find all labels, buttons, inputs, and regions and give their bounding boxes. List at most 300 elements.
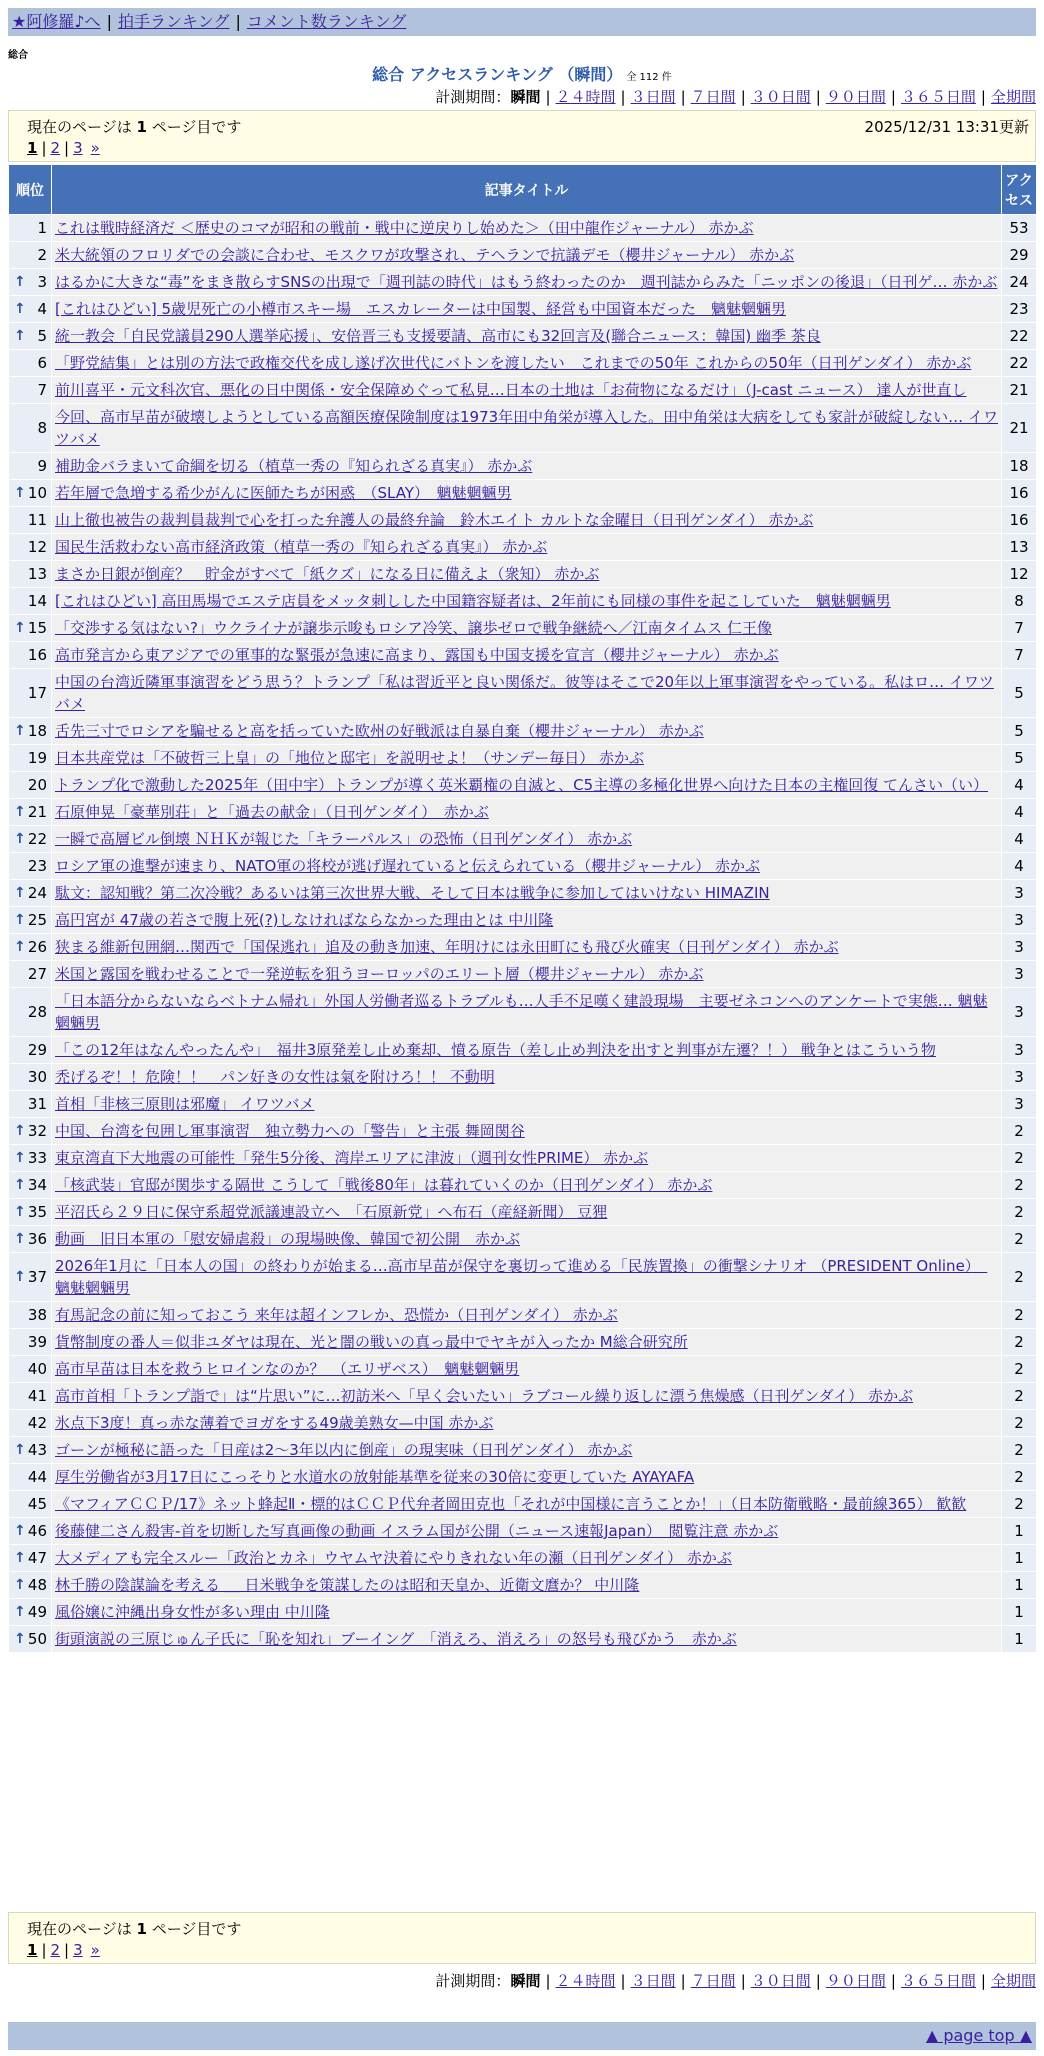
title-cell: [52, 350, 1002, 377]
article-link[interactable]: 街頭演説の三原じゅん子氏に「恥を知れ」ブーイング 「消えろ、消えろ」の怒号も飛びかう 赤かぶ: [55, 1630, 737, 1648]
access-count: 2: [1002, 1172, 1037, 1199]
title-cell: [52, 718, 1002, 745]
title-cell: [52, 480, 1002, 507]
access-count: 53: [1002, 215, 1037, 242]
title-cell: [52, 799, 1002, 826]
period-option-link[interactable]: ２４時間: [555, 88, 616, 106]
table-row: [9, 480, 1037, 507]
up-arrow-icon: ↑: [14, 620, 26, 636]
access-count: 12: [1002, 561, 1037, 588]
table-row: [9, 350, 1037, 377]
rank-number: 49: [27, 1603, 47, 1621]
rank-number: 37: [27, 1268, 47, 1286]
access-count: 16: [1002, 480, 1037, 507]
period-separator: |: [980, 88, 986, 106]
title-cell: [52, 1599, 1002, 1626]
access-count: 5: [1002, 669, 1037, 718]
title-cell: [52, 615, 1002, 642]
rank-cell: [9, 561, 52, 588]
up-arrow-icon: ↑: [14, 328, 26, 344]
article-link[interactable]: 「この12年はなんやったんや」 福井3原発差し止め棄却、憤る原告（差し止め判決を出すと判事が左遷？！） 戦争とはこういう物: [55, 1041, 936, 1059]
article-link[interactable]: 一瞬で高層ビル倒壊 ＮＨＫが報じた「キラーパルス」の恐怖（日刊ゲンダイ） 赤かぶ: [55, 830, 633, 848]
title-cell: [52, 1518, 1002, 1545]
ranking-table: [8, 164, 1037, 1653]
table-row: [9, 1356, 1037, 1383]
access-count: 4: [1002, 826, 1037, 853]
period-separator: |: [890, 88, 896, 106]
table-row: [9, 242, 1037, 269]
up-arrow-icon: ↑: [14, 1577, 26, 1593]
access-count: 3: [1002, 934, 1037, 961]
title-cell: [52, 1199, 1002, 1226]
nav-separator: |: [235, 12, 241, 31]
rank-number: 15: [27, 619, 47, 637]
rank-cell: [9, 826, 52, 853]
table-row: [9, 934, 1037, 961]
rank-number: 36: [27, 1230, 47, 1248]
table-row: [9, 1064, 1037, 1091]
article-link[interactable]: [これはひどい] 高田馬場でエステ店員をメッタ刺しした中国籍容疑者は、2年前にも同様の事件を起こしていた 魑魅魍魎男: [55, 592, 891, 610]
period-separator: |: [680, 1972, 686, 1990]
period-current: 瞬間: [510, 1972, 541, 1990]
rank-cell: [9, 534, 52, 561]
article-link[interactable]: 禿げるぞ！！危険！！ パン好きの女性は氣を附けろ！！ 不動明: [55, 1068, 495, 1086]
period-label: 計測期間：: [435, 88, 511, 106]
period-label: 計測期間：: [435, 1972, 511, 1990]
period-option-link[interactable]: 全期間: [990, 88, 1036, 106]
article-link[interactable]: 中国、台湾を包囲し軍事演習 独立勢力への「警告」と主張 舞岡関谷: [55, 1122, 525, 1140]
table-row: [9, 404, 1037, 453]
rank-number: 6: [37, 354, 47, 372]
up-arrow-icon: ↑: [14, 1150, 26, 1166]
title-cell: [52, 1091, 1002, 1118]
table-row: [9, 1037, 1037, 1064]
home-link[interactable]: ★阿修羅♪へ: [12, 12, 101, 31]
rank-cell: [9, 772, 52, 799]
rank-number: 32: [27, 1122, 47, 1140]
table-row: [9, 1253, 1037, 1302]
article-link[interactable]: 2026年1月に「日本人の国」の終わりが始まる…高市早苗が保守を裏切って進める「民族置換」の衝撃シナリオ （PRESIDENT Online） 魑魅魍魎男: [55, 1257, 988, 1297]
table-row: [9, 1118, 1037, 1145]
period-option-link[interactable]: 全期間: [990, 1972, 1036, 1990]
table-row: [9, 615, 1037, 642]
period-option-link[interactable]: ３６５日間: [900, 88, 976, 106]
article-link[interactable]: 山上徹也被告の裁判員裁判で心を打った弁護人の最終弁論 鈴木エイト カルトな金曜日（日刊ゲンダイ） 赤かぶ: [55, 511, 814, 529]
period-option-link[interactable]: ３日間: [630, 88, 676, 106]
article-link[interactable]: 有馬記念の前に知っておこう 来年は超インフレか、恐慌か（日刊ゲンダイ） 赤かぶ: [55, 1306, 618, 1324]
pager-next-link[interactable]: »: [90, 1941, 100, 1959]
title-cell: [52, 1383, 1002, 1410]
period-option-link[interactable]: ７日間: [690, 88, 736, 106]
rank-number: 4: [37, 300, 47, 318]
page-title: [0, 62, 1044, 85]
access-count: 8: [1002, 588, 1037, 615]
rank-cell: [9, 934, 52, 961]
comment-ranking-link[interactable]: コメント数ランキング: [246, 12, 407, 31]
period-separator: |: [740, 88, 746, 106]
period-option-link[interactable]: ３０日間: [750, 88, 811, 106]
up-arrow-icon: ↑: [14, 1177, 26, 1193]
period-separator: |: [890, 1972, 896, 1990]
rank-cell: [9, 242, 52, 269]
rank-number: 47: [27, 1549, 47, 1567]
pagination-bottom: [27, 1941, 100, 1959]
pager-page-link[interactable]: 2: [50, 139, 61, 157]
table-row: [9, 799, 1037, 826]
pager-next-link[interactable]: »: [90, 139, 100, 157]
title-cell: [52, 853, 1002, 880]
table-row: [9, 853, 1037, 880]
access-count: 7: [1002, 615, 1037, 642]
period-selector-top: [435, 86, 1036, 107]
rank-number: 17: [27, 684, 47, 702]
access-count: 3: [1002, 1064, 1037, 1091]
article-link[interactable]: 貨幣制度の番人＝似非ユダヤは現在、光と闇の戦いの真っ最中でヤキが入ったか M総合研究所: [55, 1333, 688, 1351]
up-arrow-icon: ↑: [14, 1442, 26, 1458]
pager-separator: |: [41, 1941, 47, 1959]
up-arrow-icon: ↑: [14, 804, 26, 820]
period-separator: |: [545, 1972, 551, 1990]
page-status-top: [8, 110, 1036, 162]
rank-number: 43: [27, 1441, 47, 1459]
period-option-link[interactable]: ９０日間: [825, 88, 886, 106]
article-link[interactable]: 狭まる維新包囲網…関西で「国保逃れ」追及の動き加速、年明けには永田町にも飛び火確実（日刊ゲンダイ） 赤かぶ: [55, 938, 839, 956]
rank-number: 34: [27, 1176, 47, 1194]
rank-cell: [9, 1572, 52, 1599]
nav-separator: |: [106, 12, 112, 31]
article-link[interactable]: 高円宮が 47歳の若さで腹上死(?)しなければならなかった理由とは 中川隆: [55, 911, 554, 929]
period-separator: |: [620, 88, 626, 106]
access-count: 3: [1002, 1037, 1037, 1064]
rank-cell: [9, 1329, 52, 1356]
article-link[interactable]: ロシア軍の進撃が速まり、NATO軍の将校が逃げ遅れていると伝えられている（櫻井ジャーナル） 赤かぶ: [55, 857, 761, 875]
rank-number: 50: [27, 1630, 47, 1648]
article-link[interactable]: まさか日銀が倒産？ 貯金がすべて「紙クズ」になる日に備えよ（衆知） 赤かぶ: [55, 565, 600, 583]
rank-cell: [9, 907, 52, 934]
rank-cell: [9, 1356, 52, 1383]
access-count: 1: [1002, 1626, 1037, 1653]
period-separator: |: [680, 88, 686, 106]
up-arrow-icon: ↑: [14, 885, 26, 901]
rank-cell: [9, 1064, 52, 1091]
rank-cell: [9, 453, 52, 480]
title-cell: [52, 1037, 1002, 1064]
period-separator: |: [545, 88, 551, 106]
table-row: [9, 1572, 1037, 1599]
rank-cell: [9, 961, 52, 988]
article-link[interactable]: 高市早苗は日本を救うヒロインなのか？ （エリザベス） 魑魅魍魎男: [55, 1360, 520, 1378]
rank-cell: [9, 1599, 52, 1626]
footer-bar: [8, 2022, 1036, 2050]
period-separator: |: [815, 1972, 821, 1990]
rank-number: 16: [27, 646, 47, 664]
rank-number: 24: [27, 884, 47, 902]
rank-number: 21: [27, 803, 47, 821]
pager-separator: |: [64, 1941, 70, 1959]
title-cell: [52, 242, 1002, 269]
period-separator: |: [815, 88, 821, 106]
access-count: 3: [1002, 1091, 1037, 1118]
access-count: 1: [1002, 1572, 1037, 1599]
article-link[interactable]: 日本共産党は「不破哲三上皇」の「地位と邸宅」を説明せよ！（サンデー毎日） 赤かぶ: [55, 749, 645, 767]
article-link[interactable]: 風俗嬢に沖縄出身女性が多い理由 中川隆: [55, 1603, 330, 1621]
article-link[interactable]: 「交渉する気はない?」ウクライナが譲歩示唆もロシア冷笑、譲歩ゼロで戦争継続へ／江南タイムス 仁王像: [55, 619, 772, 637]
title-cell: [52, 1545, 1002, 1572]
access-count: 3: [1002, 907, 1037, 934]
article-link[interactable]: これは戦時経済だ ＜歴史のコマが昭和の戦前・戦中に逆戻りし始めた＞（田中龍作ジャーナル） 赤かぶ: [55, 219, 754, 237]
access-count: 22: [1002, 350, 1037, 377]
rank-cell: [9, 880, 52, 907]
article-link[interactable]: 補助金バラまいて命綱を切る（植草一秀の『知られざる真実』） 赤かぶ: [55, 457, 533, 475]
table-row: [9, 880, 1037, 907]
access-count: 5: [1002, 745, 1037, 772]
title-cell: [52, 588, 1002, 615]
table-row: [9, 1226, 1037, 1253]
article-link[interactable]: 東京湾直下大地震の可能性「発生5分後、湾岸エリアに津波」（週刊女性PRIME） 赤かぶ: [55, 1149, 649, 1167]
access-count: 2: [1002, 1491, 1037, 1518]
table-row: [9, 507, 1037, 534]
rank-number: 1: [37, 219, 47, 237]
article-link[interactable]: 高市首相「トランプ詣で」は“片思い”に…初訪米へ「早く会いたい」ラブコール繰り返しに漂う焦燥感（日刊ゲンダイ） 赤かぶ: [55, 1387, 914, 1405]
title-cell: [52, 1410, 1002, 1437]
access-count: 2: [1002, 1118, 1037, 1145]
title-cell: [52, 323, 1002, 350]
article-link[interactable]: [これはひどい] 5歳児死亡の小樽市スキー場 エスカレーターは中国製、経営も中国資本だった 魑魅魍魎男: [55, 300, 787, 318]
up-arrow-icon: ↑: [14, 723, 26, 739]
pager-separator: |: [41, 139, 47, 157]
title-cell: [52, 826, 1002, 853]
article-link[interactable]: 動画 旧日本軍の「慰安婦虐殺」の現場映像、韓国で初公開 赤かぶ: [55, 1230, 521, 1248]
rank-cell: [9, 853, 52, 880]
article-link[interactable]: ゴーンが極秘に語った「日産は2～3年以内に倒産」の現実味（日刊ゲンダイ） 赤かぶ: [55, 1441, 633, 1459]
rank-number: 42: [27, 1414, 47, 1432]
pagination-top: [27, 139, 100, 157]
table-row: [9, 772, 1037, 799]
rank-number: 9: [37, 457, 47, 475]
rank-number: 35: [27, 1203, 47, 1221]
access-count: 21: [1002, 404, 1037, 453]
title-cell: [52, 507, 1002, 534]
access-count: 16: [1002, 507, 1037, 534]
rank-cell: [9, 669, 52, 718]
up-arrow-icon: ↑: [14, 485, 26, 501]
period-option-link[interactable]: ３０日間: [750, 1972, 811, 1990]
article-link[interactable]: 米大統領のフロリダでの会談に合わせ、モスクワが攻撃され、テヘランで抗議デモ（櫻井ジャーナル） 赤かぶ: [55, 246, 795, 264]
title-cell: [52, 1253, 1002, 1302]
rank-number: 38: [27, 1306, 47, 1324]
period-selector-bottom: [435, 1970, 1036, 1991]
period-option-link[interactable]: ７日間: [690, 1972, 736, 1990]
article-link[interactable]: 若年層で急増する希少がんに医師たちが困惑 （SLAY） 魑魅魍魎男: [55, 484, 512, 502]
article-link[interactable]: 駄文：認知戦？第二次冷戦？あるいは第三次世界大戦、そして日本は戦争に参加してはいけない HIMAZIN: [55, 884, 770, 902]
up-arrow-icon: ↑: [14, 831, 26, 847]
period-option-link[interactable]: ２４時間: [555, 1972, 616, 1990]
table-row: [9, 588, 1037, 615]
title-cell: [52, 1302, 1002, 1329]
rank-cell: [9, 1518, 52, 1545]
access-count: 2: [1002, 1356, 1037, 1383]
title-cell: [52, 215, 1002, 242]
article-link[interactable]: 舌先三寸でロシアを騙せると高を括っていた欧州の好戦派は自暴自棄（櫻井ジャーナル） 赤かぶ: [55, 722, 704, 740]
rank-number: 30: [27, 1068, 47, 1086]
article-link[interactable]: 平沼氏ら２９日に保守系超党派議連設立へ 「石原新党」へ布石（産経新聞） 豆狸: [55, 1203, 608, 1221]
access-count: 4: [1002, 853, 1037, 880]
rank-number: 33: [27, 1149, 47, 1167]
rank-cell: [9, 1410, 52, 1437]
title-header: 記事タイトル: [52, 165, 1002, 215]
pager-page-link[interactable]: 3: [73, 1941, 83, 1959]
article-link[interactable]: 林千勝の陰謀論を考える ＿ 日米戦争を策謀したのは昭和天皇か、近衛文麿か？ 中川隆: [55, 1576, 640, 1594]
period-option-link[interactable]: ３６５日間: [900, 1972, 976, 1990]
table-row: [9, 1172, 1037, 1199]
table-row: [9, 269, 1037, 296]
title-cell: [52, 269, 1002, 296]
article-link[interactable]: 統一教会「自民党議員290人選挙応援」、安倍晋三も支援要請、高市にも32回言及(聯合ニュース：韓国) 幽季 茶良: [55, 327, 821, 345]
title-cell: [52, 1226, 1002, 1253]
title-cell: [52, 377, 1002, 404]
access-header: アクセス: [1002, 165, 1037, 215]
article-link[interactable]: 大メディアも完全スルー「政治とカネ」ウヤムヤ決着にやりきれない年の瀬（日刊ゲンダイ） 赤かぶ: [55, 1549, 732, 1567]
title-cell: [52, 642, 1002, 669]
table-row: [9, 1464, 1037, 1491]
article-link[interactable]: 「野党結集」とは別の方法で政権交代を成し遂げ次世代にバトンを渡したい これまでの50年 これからの50年（日刊ゲンダイ） 赤かぶ: [55, 354, 972, 372]
article-link[interactable]: 氷点下3度！真っ赤な薄着でヨガをする49歳美熟女—中国 赤かぶ: [55, 1414, 494, 1432]
pager-current: 1: [27, 1941, 38, 1959]
table-row: [9, 1383, 1037, 1410]
table-row: [9, 453, 1037, 480]
article-link[interactable]: 米国と露国を戦わせることで一発逆転を狙うヨーロッパのエリート層（櫻井ジャーナル） 赤かぶ: [55, 965, 704, 983]
article-link[interactable]: 前川喜平・元文科次官、悪化の日中関係・安全保障めぐって私見…日本の土地は「お荷物になるだけ」（J-cast ニュース） 達人が世直し: [55, 381, 967, 399]
up-arrow-icon: ↑: [14, 1123, 26, 1139]
access-count: 18: [1002, 453, 1037, 480]
access-count: 3: [1002, 988, 1037, 1037]
table-row: [9, 745, 1037, 772]
rank-cell: [9, 642, 52, 669]
rank-number: 25: [27, 911, 47, 929]
rank-number: 28: [27, 1003, 47, 1021]
access-count: 2: [1002, 1226, 1037, 1253]
table-row: [9, 642, 1037, 669]
title-cell: [52, 1064, 1002, 1091]
rank-cell: [9, 1199, 52, 1226]
rank-cell: [9, 480, 52, 507]
title-cell: [52, 907, 1002, 934]
rank-cell: [9, 1545, 52, 1572]
table-row: [9, 1518, 1037, 1545]
access-count: 7: [1002, 642, 1037, 669]
article-link[interactable]: 国民生活救わない高市経済政策（植草一秀の『知られざる真実』） 赤かぶ: [55, 538, 548, 556]
rank-number: 41: [27, 1387, 47, 1405]
up-arrow-icon: ↑: [14, 1204, 26, 1220]
rank-cell: [9, 507, 52, 534]
article-link[interactable]: 「日本語分からないならベトナム帰れ」外国人労働者巡るトラブルも…人手不足嘆く建設現場 主要ゼネコンへのアンケートで実態… 魑魅魍魎男: [55, 992, 988, 1032]
rank-number: 12: [27, 538, 47, 556]
article-link[interactable]: 首相「非核三原則は邪魔」 イワツバメ: [55, 1095, 315, 1113]
title-cell: [52, 1572, 1002, 1599]
rank-cell: [9, 1172, 52, 1199]
rank-cell: [9, 588, 52, 615]
period-option-link[interactable]: ３日間: [630, 1972, 676, 1990]
title-cell: [52, 561, 1002, 588]
article-link[interactable]: 《マフィアＣＣＰ/17》ネット蜂起Ⅱ・標的はＣＣＰ代弁者岡田克也「それが中国様に言うことか！」（日本防衛戦略・最前線365） 歓歓: [55, 1495, 967, 1513]
rank-cell: [9, 1037, 52, 1064]
up-arrow-icon: ↑: [14, 1523, 26, 1539]
access-count: 2: [1002, 1145, 1037, 1172]
category-label: 総合: [8, 50, 28, 61]
access-count: 2: [1002, 1302, 1037, 1329]
page-indicator: 現在のページは 1 ページ目です: [27, 1920, 242, 1938]
rank-number: 8: [37, 419, 47, 437]
access-count: 4: [1002, 799, 1037, 826]
table-row: [9, 1437, 1037, 1464]
article-link[interactable]: トランプ化で激動した2025年（田中宇）トランプが導く英米覇権の自滅と、C5主導の多極化世界へ向けた日本の主権回復 てんさい（い）: [55, 776, 988, 794]
article-link[interactable]: 厚生労働省が3月17日にこっそりと水道水の放射能基準を従来の30倍に変更していた AYAYAFA: [55, 1468, 695, 1486]
article-link[interactable]: 今回、高市早苗が破壊しようとしている高額医療保険制度は1973年田中角栄が導入した。田中角栄は大病をしても家計が破綻しない… イワツバメ: [55, 408, 998, 448]
table-row: [9, 561, 1037, 588]
period-option-link[interactable]: ９０日間: [825, 1972, 886, 1990]
period-separator: |: [980, 1972, 986, 1990]
access-count: 1: [1002, 1599, 1037, 1626]
ranking-title: 総合 アクセスランキング （瞬間）: [372, 65, 623, 84]
article-link[interactable]: 中国の台湾近隣軍事演習をどう思う？トランプ「私は習近平と良い関係だ。彼等はそこで20年以上軍事演習をやっている。私はロ… イワツバメ: [55, 673, 994, 713]
article-link[interactable]: 「核武装」官邸が関歩する隔世 こうして「戦後80年」は暮れていくのか（日刊ゲンダイ） 赤かぶ: [55, 1176, 713, 1194]
access-count: 2: [1002, 1437, 1037, 1464]
article-link[interactable]: 後藤健二さん殺害-首を切断した写真画像の動画 イスラム国が公開（ニュース速報Japan） 閲覧注意 赤かぶ: [55, 1522, 779, 1540]
table-row: [9, 296, 1037, 323]
access-count: 5: [1002, 718, 1037, 745]
clap-ranking-link[interactable]: 拍手ランキング: [117, 12, 230, 31]
article-link[interactable]: 石原伸晃「豪華別荘」と「過去の献金」（日刊ゲンダイ） 赤かぶ: [55, 803, 489, 821]
title-cell: [52, 772, 1002, 799]
pager-page-link[interactable]: 3: [73, 139, 83, 157]
title-cell: [52, 669, 1002, 718]
rank-number: 45: [27, 1495, 47, 1513]
rank-cell: [9, 1118, 52, 1145]
title-cell: [52, 1118, 1002, 1145]
title-cell: [52, 404, 1002, 453]
article-link[interactable]: 高市発言から東アジアでの軍事的な緊張が急速に高まり、露国も中国支援を宣言（櫻井ジャーナル） 赤かぶ: [55, 646, 779, 664]
rank-number: 20: [27, 776, 47, 794]
table-row: [9, 534, 1037, 561]
title-cell: [52, 1626, 1002, 1653]
page-top-link[interactable]: ▲ page top ▲: [925, 2026, 1032, 2045]
article-link[interactable]: はるかに大きな“毒”をまき散らすSNSの出現で「週刊誌の時代」はもう終わったのか 週刊誌からみた「ニッポンの後退」（日刊ゲ… 赤かぶ: [55, 273, 998, 291]
access-count: 2: [1002, 1329, 1037, 1356]
access-count: 2: [1002, 1383, 1037, 1410]
rank-cell: [9, 350, 52, 377]
rank-cell: [9, 215, 52, 242]
access-count: 2: [1002, 1199, 1037, 1226]
rank-cell: [9, 323, 52, 350]
total-count: 全 112 件: [626, 72, 672, 83]
table-row: [9, 377, 1037, 404]
title-cell: [52, 1145, 1002, 1172]
access-count: 24: [1002, 269, 1037, 296]
rank-cell: [9, 269, 52, 296]
table-row: [9, 961, 1037, 988]
rank-cell: [9, 1226, 52, 1253]
rank-cell: [9, 296, 52, 323]
pager-current: 1: [27, 139, 38, 157]
access-count: 3: [1002, 961, 1037, 988]
access-count: 29: [1002, 242, 1037, 269]
title-cell: [52, 534, 1002, 561]
rank-number: 23: [27, 857, 47, 875]
table-row: [9, 215, 1037, 242]
pager-page-link[interactable]: 2: [50, 1941, 61, 1959]
table-row: [9, 1199, 1037, 1226]
access-count: 1: [1002, 1545, 1037, 1572]
